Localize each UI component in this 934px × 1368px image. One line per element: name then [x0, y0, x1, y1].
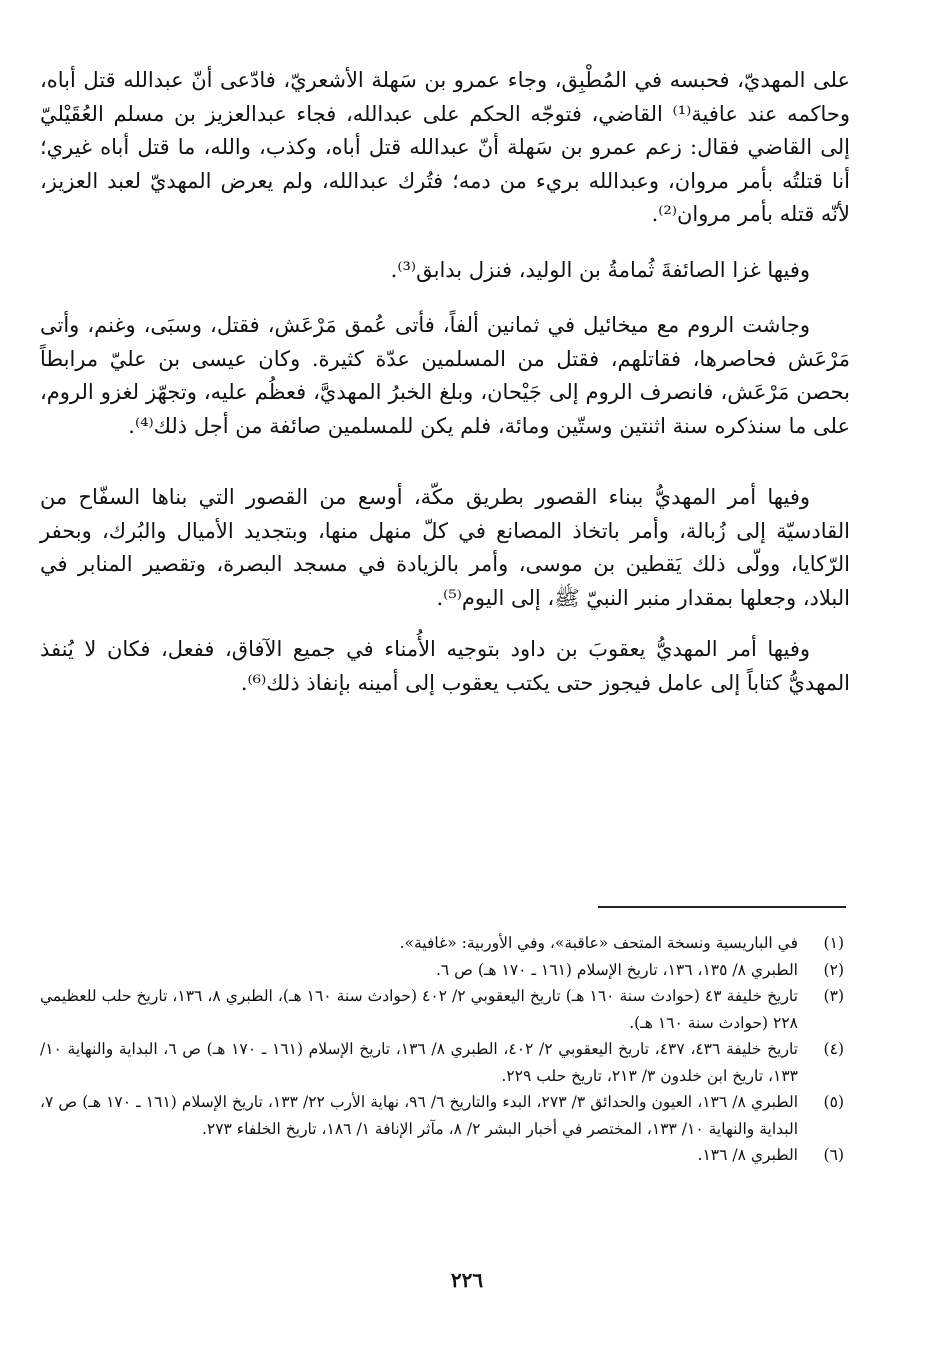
- footnote-text: تاريخ خليفة ٤٣ (حوادث سنة ١٦٠ هـ) تاريخ اليعقوبي ٢/ ٤٠٢ (حوادث سنة ١٦٠ هـ)، الطبري ٨، ١٣٦، تاريخ حلب للعظيمي ٢٢٨ (حوادث سنة ١٦٠ هـ).: [40, 987, 798, 1032]
- footnote: [40, 983, 848, 1036]
- footnote: [40, 1142, 848, 1169]
- body-paragraph: وفيها أمر المهديُّ يعقوبَ بن داود بتوجيه الأُمناء في جميع الآفاق، ففعل، فكان لا يُنفذ المهديُّ كتاباً إلى عامل فيجوز حتى يكتب يعقوب إلى أمينه بإنفاذ ذلك⁽⁶⁾.: [40, 637, 850, 695]
- body-paragraph: وجاشت الروم مع ميخائيل في ثمانين ألفاً، فأتى عُمق مَرْعَش، فقتل، وسبَى، وغنم، وأتى مَرْعَش فحاصرها، فقاتلهم، فقتل من المسلمين عدّة كثيرة. وكان عيسى بن عليّ مرابطاً بحصن مَرْعَش، فانصرف الروم إلى جَيْحان، وبلغ الخبرُ المهديَّ، فعظُم عليه، وتجهّز لغزو الروم، على ما سنذكره سنة اثنتين وستّين ومائة، فلم يكن للمسلمين صائفة من أجل ذلك⁽⁴⁾.: [40, 313, 850, 438]
- body-paragraph: وفيها أمر المهديُّ ببناء القصور بطريق مكّة، أوسع من القصور التي بناها السفّاح من القادسيّة إلى زُبالة، وأمر باتخاذ المصانع في كلّ منهل منها، وبتجديد الأميال والبُرك، وبحفر الرّكايا، وولّى ذلك يَقطين بن موسى، وأمر بالزيادة في مسجد البصرة، وتقصير المنابر في البلاد، وجعلها بمقدار منبر النبيّ ﷺ، إلى اليوم⁽⁵⁾.: [40, 485, 850, 610]
- body-paragraph: وفيها غزا الصائفةَ ثُمامةُ بن الوليد، فنزل بدابق⁽³⁾.: [390, 257, 810, 282]
- footnote-text: الطبري ٨/ ١٣٦.: [697, 1146, 798, 1164]
- footnote-text: الطبري ٨/ ١٣٦، العيون والحدائق ٣/ ٢٧٣، البدء والتاريخ ٦/ ٩٦، نهاية الأرب ٢٢/ ١٣٣، تاريخ الإسلام (١٦١ ـ ١٧٠ هـ) ص ٧، البداية والنهاية ١٠/ ١٣٣، المختصر في أخبار البشر ٢/ ٨، مآثر الإنافة ١/ ١٨٦، تاريخ الخلفاء ٢٧٣.: [40, 1093, 799, 1138]
- footnote-number: (٢): [823, 960, 844, 979]
- main-text: [40, 64, 850, 700]
- footnotes: [40, 930, 848, 1169]
- footnote-text: تاريخ خليفة ٤٣٦، ٤٣٧، تاريخ اليعقوبي ٢/ ٤٠٢، الطبري ٨/ ١٣٦، تاريخ الإسلام (١٦١ ـ ١٧٠ هـ) ص ٦، البداية والنهاية ١٠/ ١٣٣، تاريخ ابن خلدون ٣/ ٢١٣، تاريخ حلب ٢٢٩.: [40, 1040, 799, 1085]
- footnote-number: (٤): [823, 1040, 844, 1058]
- footnote-number: (٣): [823, 987, 844, 1005]
- footnote-text: الطبري ٨/ ١٣٥، ١٣٦، تاريخ الإسلام (١٦١ ـ ١٧٠ هـ) ص ٦.: [435, 960, 798, 979]
- footnote-separator: [598, 906, 846, 908]
- footnote-number: (١): [823, 934, 844, 952]
- footnote: [40, 957, 848, 984]
- footnote-number: (٥): [823, 1093, 844, 1111]
- footnote: [40, 1089, 848, 1142]
- page-number: ٢٢٦: [450, 1268, 484, 1292]
- footnote-number: (٦): [823, 1146, 844, 1164]
- footnote-text: في الباريسية ونسخة المتحف «عاقبة»، وفي الأوربية: «غافية».: [399, 934, 798, 952]
- footnote: [40, 1036, 848, 1089]
- footnote: [40, 930, 848, 957]
- body-paragraph: على المهديّ، فحبسه في المُطْبِق، وجاء عمرو بن سَهلة الأشعريّ، فادّعى أنّ عبدالله قتل أباه، وحاكمه عند عافية⁽¹⁾ القاضي، فتوجّه الحكم على عبدالله، فجاء عبدالعزيز بن مسلم العُقَيْليّ إلى القاضي فقال: زعم عمرو بن سَهلة أنّ عبدالله قتل أباه، وكذب، والله، ما قتل أباه غيري؛ أنا قتلتُه بأمر مروان، وعبدالله بريء من دمه؛ فتُرك عبدالله، ولم يعرض المهديّ لعبد العزيز، لأنّه قتله بأمر مروان⁽²⁾.: [40, 68, 850, 226]
